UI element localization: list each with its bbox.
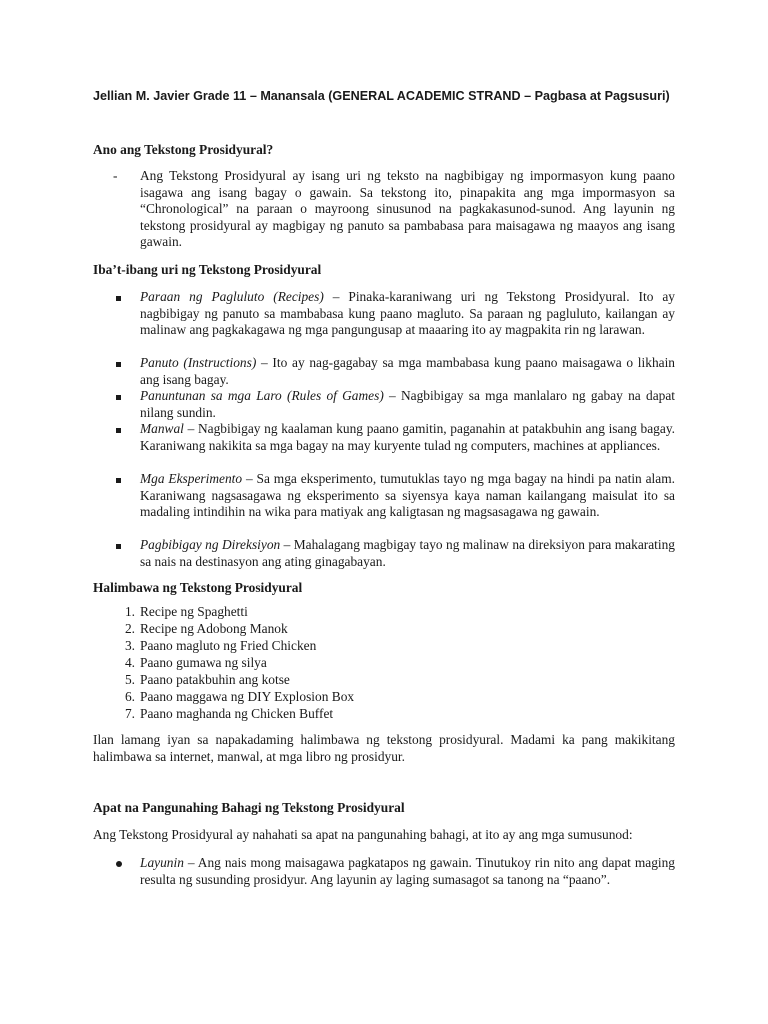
parts-intro-paragraph: Ang Tekstong Prosidyural ay nahahati sa apat na pangunahing bahagi, at ito ay ang mga sumusunod:: [93, 827, 633, 842]
type-item-manwal: [140, 421, 675, 454]
part-term: Layunin: [140, 855, 184, 870]
example-item: Recipe ng Spaghetti: [140, 604, 248, 619]
list-number: 4.: [124, 655, 135, 670]
square-bullet-icon: [113, 289, 133, 306]
type-item-instructions: [140, 355, 675, 388]
list-number: 7.: [124, 706, 135, 721]
list-number: 3.: [124, 638, 135, 653]
square-bullet-icon: [113, 388, 133, 405]
type-term: Paraan ng Pagluluto (Recipes): [140, 289, 324, 304]
type-description: – Nagbibigay ng kaalaman kung paano gamitin, paganahin at patakbuhin ang isang bagay. Karaniwang nakikita sa mga bagay na may kuryente tulad ng computers, machines at appliances.: [140, 421, 675, 453]
type-description: – Ito ay nag-gagabay sa mga mambabasa kung paano maisagawa o likhain ang isang bagay.: [140, 355, 675, 387]
heading-ano-ang-tekstong-prosidyural: Ano ang Tekstong Prosidyural?: [93, 142, 274, 157]
type-description: – Sa mga eksperimento, tumutuklas tayo ng mga bagay na hindi pa natin alam. Karaniwang nagsasagawa ng eksperimento sa siyensya kaya naman kailangang maisulat ito sa madaling intindihin na wika para matiyak ang kaligtasan ng magsasagawa ng gawain.: [140, 471, 675, 520]
list-number: 2.: [124, 621, 135, 636]
type-item-eksperimento: [140, 471, 675, 521]
heading-halimbawa: Halimbawa ng Tekstong Prosidyural: [93, 580, 303, 595]
part-description: – Ang nais mong maisagawa pagkatapos ng gawain. Tinutukoy rin nito ang dapat maging resulta ng susunding prosidyur. Ang layunin ay laging sumasagot sa tanong na “paano”.: [140, 855, 675, 887]
square-bullet-icon: [113, 537, 133, 554]
examples-closing-paragraph: Ilan lamang iyan sa napakadaming halimbawa ng tekstong prosidyural. Madami ka pang makikitang halimbawa sa internet, manwal, at mga libro ng prosidyur.: [93, 732, 675, 764]
type-term: Manwal: [140, 421, 184, 436]
square-bullet-icon: [113, 355, 133, 372]
example-item: Paano maghanda ng Chicken Buffet: [140, 706, 334, 721]
example-item: Paano magluto ng Fried Chicken: [140, 638, 317, 653]
type-term: Panuntunan sa mga Laro (Rules of Games): [140, 388, 384, 403]
heading-iba-ibang-uri: Iba’t-ibang uri ng Tekstong Prosidyural: [93, 262, 322, 277]
dash-bullet: -: [113, 168, 118, 183]
list-number: 5.: [124, 672, 135, 687]
type-item-rules-of-games: [140, 388, 675, 421]
type-term: Mga Eksperimento: [140, 471, 243, 486]
heading-apat-na-bahagi: Apat na Pangunahing Bahagi ng Tekstong Prosidyural: [93, 800, 405, 815]
type-term: Pagbibigay ng Direksiyon: [140, 537, 281, 552]
example-item: Paano gumawa ng silya: [140, 655, 267, 670]
square-bullet-icon: [113, 421, 133, 438]
part-item-layunin: [140, 855, 675, 888]
type-item-recipes: [140, 289, 675, 339]
type-description: – Pinaka-karaniwang uri ng Tekstong Prosidyural. Ito ay nagbibigay ng panuto sa mambabasa kung paano magluto. Sa paraan ng pagluluto, kailangan ay malinaw ang pagkakagawa ng mga pangungusap at maaaring ito ay magpakita rin ng larawan.: [140, 289, 675, 338]
round-bullet-icon: [113, 855, 133, 872]
example-item: Recipe ng Adobong Manok: [140, 621, 288, 636]
list-number: 1.: [124, 604, 135, 619]
list-number: 6.: [124, 689, 135, 704]
type-description: – Nagbibigay sa mga manlalaro ng gabay na dapat nilang sundin.: [140, 388, 676, 420]
type-item-direksiyon: [140, 537, 675, 570]
square-bullet-icon: [113, 471, 133, 488]
type-description: – Mahalagang magbigay tayo ng malinaw na direksiyon para makarating sa nais na destinasyon ang ating ginagabayan.: [140, 537, 675, 569]
type-term: Panuto (Instructions): [140, 355, 257, 370]
document-header: Jellian M. Javier Grade 11 – Manansala (GENERAL ACADEMIC STRAND – Pagbasa at Pagsusuri): [93, 89, 670, 103]
definition-paragraph: Ang Tekstong Prosidyural ay isang uri ng teksto na nagbibigay ng impormasyon kung paano isagawa ang isang bagay o gawain. Sa tekstong ito, pinapakita ang mga impormasyon sa “Chronological” na paraan o mayroong sinusunod na pagkakasunod-sunod. Ang layunin ng tekstong prosidyural ay magbigay ng panuto sa pambabasa para maisagawa ng maayos ang isang gawain.: [140, 168, 675, 250]
example-item: Paano patakbuhin ang kotse: [140, 672, 290, 687]
example-item: Paano maggawa ng DIY Explosion Box: [140, 689, 355, 704]
